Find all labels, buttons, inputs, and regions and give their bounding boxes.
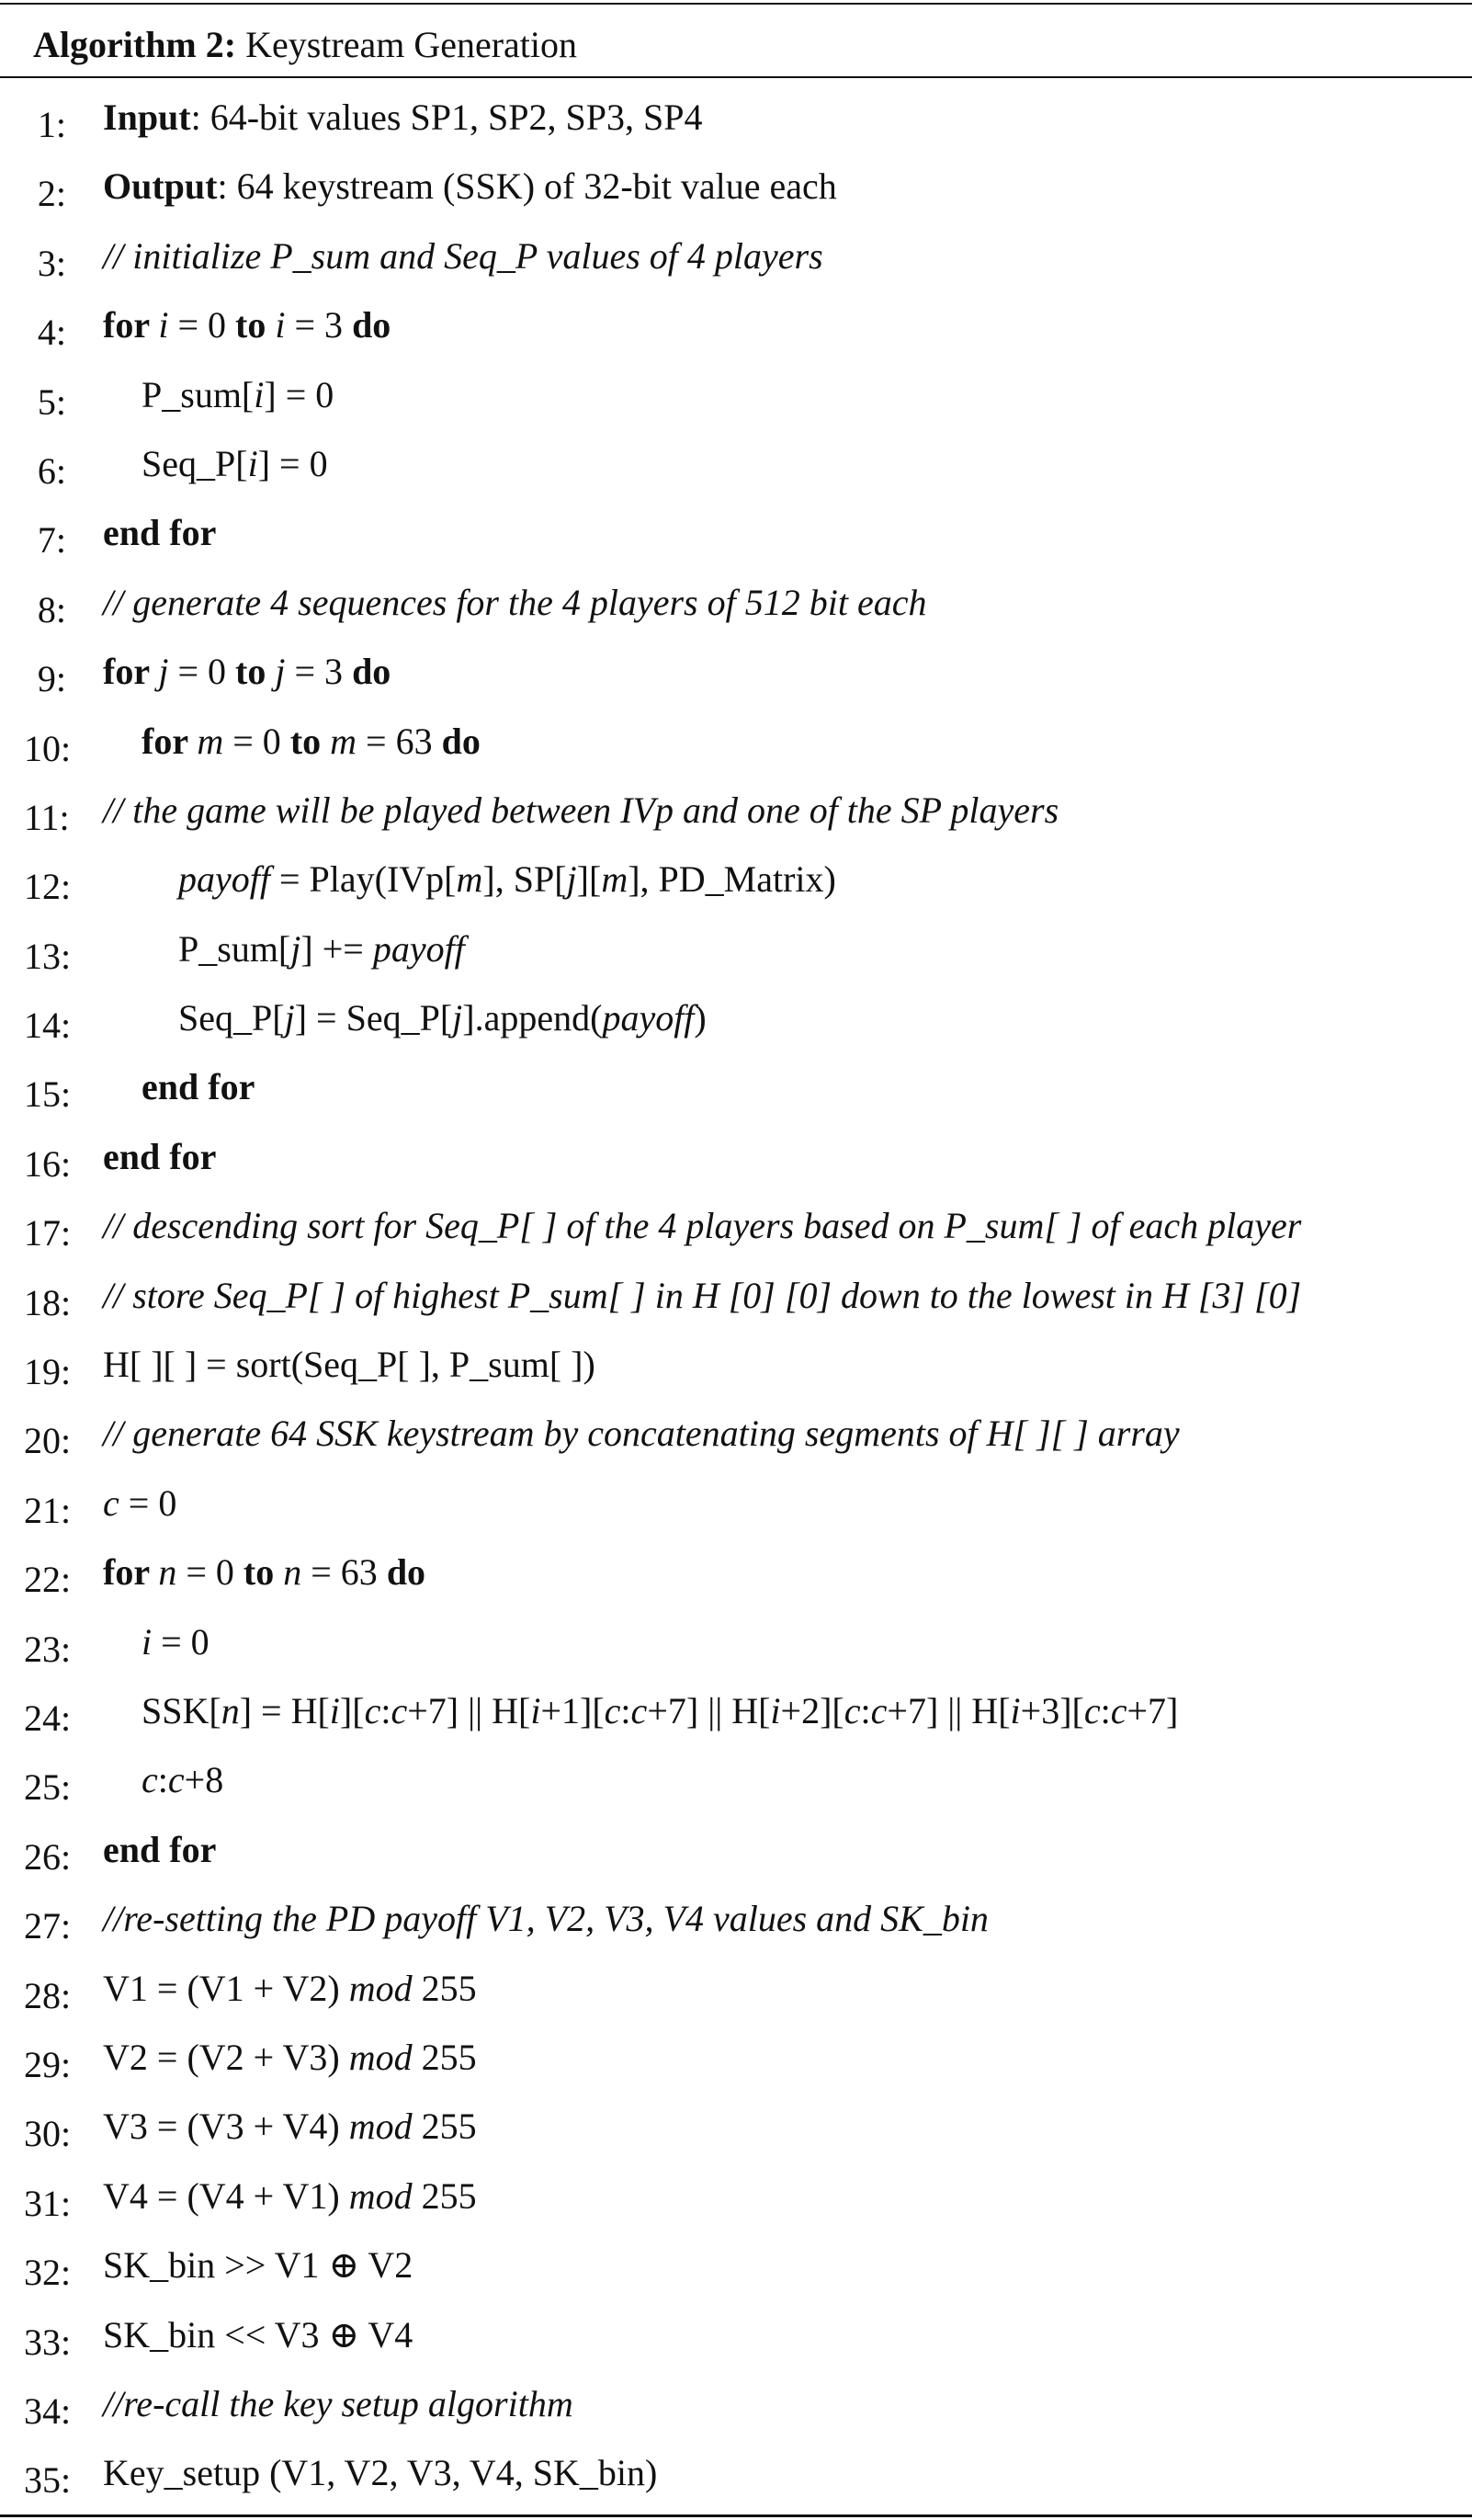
code-text bbox=[142, 1676, 1178, 1745]
line-number: 25: bbox=[24, 1766, 72, 1809]
line-number: 14: bbox=[24, 1005, 72, 1047]
code-line bbox=[0, 1745, 1472, 1814]
code-text bbox=[142, 429, 328, 498]
line-number: 24: bbox=[24, 1697, 72, 1739]
italic-token: payoff bbox=[602, 997, 695, 1039]
code-token: = 3 bbox=[285, 304, 353, 346]
code-token: 255 bbox=[412, 2036, 477, 2078]
code-token: = 3 bbox=[285, 651, 353, 693]
algorithm-label: Algorithm 2: bbox=[33, 24, 237, 65]
code-text bbox=[103, 1330, 595, 1399]
code-line bbox=[0, 2023, 1472, 2092]
line-number: 9: bbox=[37, 658, 66, 700]
code-text bbox=[103, 2092, 477, 2161]
keyword: for bbox=[103, 1551, 159, 1594]
line-number: 15: bbox=[24, 1073, 72, 1116]
code-line bbox=[0, 83, 1472, 152]
keyword: to bbox=[243, 1551, 284, 1594]
code-token: P_sum[ bbox=[178, 927, 291, 970]
code-token: V2 = (V2 + V3) bbox=[103, 2036, 349, 2078]
code-line bbox=[0, 1261, 1472, 1330]
code-line bbox=[0, 152, 1472, 221]
italic-token: j bbox=[275, 651, 286, 693]
code-line bbox=[0, 1469, 1472, 1538]
line-number: 7: bbox=[37, 519, 66, 562]
keyword: end for bbox=[103, 512, 217, 554]
code-line bbox=[0, 1538, 1472, 1606]
keyword: do bbox=[441, 720, 481, 762]
italic-token: c bbox=[870, 1689, 888, 1731]
code-token: +2][ bbox=[780, 1689, 844, 1731]
keyword: to bbox=[289, 720, 331, 762]
code-token: V4 = (V4 + V1) bbox=[103, 2174, 349, 2217]
code-line bbox=[0, 914, 1472, 983]
code-token: : bbox=[860, 1689, 871, 1731]
code-token: V1 = (V1 + V2) bbox=[103, 1967, 349, 2009]
code-line bbox=[0, 2438, 1472, 2507]
italic-token: // generate 64 SSK keystream by concatenating segments of H[ ][ ] array bbox=[103, 1413, 1180, 1455]
italic-token: c bbox=[103, 1481, 119, 1524]
algorithm-title bbox=[33, 7, 577, 74]
code-text bbox=[142, 360, 334, 429]
italic-token: n bbox=[283, 1551, 302, 1594]
code-text bbox=[103, 1469, 176, 1538]
italic-token: c bbox=[391, 1689, 408, 1731]
keyword: Input bbox=[103, 96, 191, 138]
code-line bbox=[0, 1884, 1472, 1953]
code-token: ].append( bbox=[462, 997, 603, 1039]
code-text bbox=[103, 1954, 477, 2023]
line-number: 35: bbox=[24, 2459, 72, 2502]
code-token: +7] || H[ bbox=[407, 1689, 531, 1731]
code-token: ][ bbox=[339, 1689, 365, 1731]
line-number: 2: bbox=[37, 173, 66, 215]
keyword: do bbox=[352, 304, 391, 346]
code-token: H[ ][ ] = sort(Seq_P[ ], P_sum[ ]) bbox=[103, 1344, 595, 1386]
header-rule bbox=[0, 76, 1472, 78]
keyword: end for bbox=[142, 1066, 255, 1108]
italic-token: mod bbox=[348, 2106, 413, 2148]
code-token: SK_bin >> V1 ⊕ V2 bbox=[103, 2244, 413, 2287]
code-text bbox=[103, 776, 1059, 845]
code-line bbox=[0, 2300, 1472, 2369]
code-text bbox=[103, 637, 391, 706]
line-number: 30: bbox=[24, 2113, 72, 2155]
code-token: SSK[ bbox=[142, 1689, 221, 1731]
italic-token: // generate 4 sequences for the 4 players of 512 bit each bbox=[103, 581, 927, 623]
code-token: = 0 bbox=[152, 1620, 209, 1663]
code-token: +1][ bbox=[540, 1689, 605, 1731]
keyword: for bbox=[103, 304, 159, 346]
italic-token: //re-setting the PD payoff V1, V2, V3, V4 values and SK_bin bbox=[103, 1898, 989, 1940]
code-text bbox=[103, 2162, 477, 2231]
code-line bbox=[0, 360, 1472, 429]
code-text bbox=[103, 290, 391, 359]
line-number: 17: bbox=[24, 1212, 72, 1254]
line-number: 20: bbox=[24, 1420, 72, 1462]
code-text bbox=[103, 1399, 1180, 1468]
line-number: 31: bbox=[24, 2182, 72, 2224]
italic-token: i bbox=[247, 442, 258, 484]
keyword: to bbox=[235, 651, 276, 693]
algorithm-name: Keystream Generation bbox=[245, 24, 578, 65]
code-text bbox=[103, 2231, 413, 2299]
keyword: end for bbox=[103, 1828, 217, 1870]
code-text bbox=[103, 1122, 216, 1191]
keyword: for bbox=[103, 651, 159, 693]
line-number: 33: bbox=[24, 2321, 72, 2363]
code-line bbox=[0, 2162, 1472, 2231]
code-token: ], PD_Matrix) bbox=[628, 858, 836, 901]
italic-token: //re-call the key setup algorithm bbox=[103, 2382, 573, 2424]
italic-token: i bbox=[530, 1689, 541, 1731]
italic-token: mod bbox=[348, 2036, 413, 2078]
code-token: : bbox=[380, 1689, 391, 1731]
keyword: to bbox=[235, 304, 276, 346]
code-text bbox=[142, 1745, 223, 1814]
code-line bbox=[0, 2369, 1472, 2438]
italic-token: mod bbox=[348, 1967, 413, 2009]
line-number: 13: bbox=[24, 935, 72, 977]
line-number: 16: bbox=[24, 1142, 72, 1185]
code-text bbox=[103, 1261, 1301, 1330]
code-token: : bbox=[157, 1759, 168, 1801]
italic-token: // the game will be played between IVp and one of the SP players bbox=[103, 789, 1059, 831]
code-token: 255 bbox=[412, 2174, 477, 2217]
code-text bbox=[103, 152, 837, 221]
code-token: = 0 bbox=[223, 720, 290, 762]
italic-token: m bbox=[197, 720, 224, 762]
italic-token: m bbox=[330, 720, 357, 762]
code-line bbox=[0, 1052, 1472, 1121]
code-token: Seq_P[ bbox=[142, 442, 248, 484]
italic-token: i bbox=[329, 1689, 340, 1731]
line-number: 34: bbox=[24, 2389, 72, 2432]
keyword: end for bbox=[103, 1135, 217, 1177]
code-token: P_sum[ bbox=[142, 373, 255, 415]
code-token: : bbox=[620, 1689, 631, 1731]
code-line bbox=[0, 1676, 1472, 1745]
code-line bbox=[0, 983, 1472, 1052]
line-number: 12: bbox=[24, 866, 72, 908]
code-token: ) bbox=[694, 997, 707, 1039]
line-number: 28: bbox=[24, 1974, 72, 2016]
keyword: for bbox=[142, 720, 198, 762]
top-rule bbox=[0, 3, 1472, 5]
line-number: 18: bbox=[24, 1281, 72, 1323]
line-number: 10: bbox=[24, 727, 72, 769]
code-line bbox=[0, 1399, 1472, 1468]
code-token: 255 bbox=[412, 2106, 477, 2148]
italic-token: j bbox=[158, 651, 169, 693]
line-number: 19: bbox=[24, 1351, 72, 1393]
italic-token: i bbox=[1010, 1689, 1021, 1731]
code-token: 255 bbox=[412, 1967, 477, 2009]
code-text bbox=[142, 707, 481, 776]
italic-token: m bbox=[601, 858, 628, 901]
code-text bbox=[103, 221, 823, 290]
line-number: 5: bbox=[37, 380, 66, 423]
keyword: do bbox=[386, 1551, 426, 1594]
code-token: ] += bbox=[300, 927, 373, 970]
code-line bbox=[0, 568, 1472, 637]
code-text bbox=[103, 2369, 573, 2438]
code-token: +3][ bbox=[1020, 1689, 1084, 1731]
code-text bbox=[103, 1191, 1301, 1260]
italic-token: c bbox=[1110, 1689, 1127, 1731]
code-token: = 0 bbox=[168, 651, 236, 693]
italic-token: c bbox=[167, 1759, 185, 1801]
code-line bbox=[0, 2231, 1472, 2299]
code-token: = Play(IVp[ bbox=[269, 858, 457, 901]
code-text bbox=[103, 2438, 657, 2507]
line-number: 21: bbox=[24, 1489, 72, 1531]
bottom-rule bbox=[0, 2514, 1472, 2517]
code-line bbox=[0, 1954, 1472, 2023]
code-text bbox=[103, 568, 926, 637]
code-text bbox=[103, 2300, 413, 2369]
code-line bbox=[0, 2092, 1472, 2161]
code-line bbox=[0, 1191, 1472, 1260]
code-text bbox=[142, 1052, 255, 1121]
code-line bbox=[0, 707, 1472, 776]
code-line bbox=[0, 1607, 1472, 1676]
italic-token: m bbox=[456, 858, 483, 901]
code-text bbox=[178, 845, 836, 914]
code-token: ][ bbox=[576, 858, 602, 901]
code-token: = 0 bbox=[176, 1551, 243, 1594]
code-token: : 64 keystream (SSK) of 32-bit value each bbox=[217, 165, 837, 208]
italic-token: i bbox=[254, 373, 265, 415]
line-number: 6: bbox=[37, 449, 66, 492]
code-token: = 63 bbox=[357, 720, 442, 762]
code-token: ] = 0 bbox=[264, 373, 334, 415]
code-token: : bbox=[1100, 1689, 1111, 1731]
line-number: 23: bbox=[24, 1628, 72, 1670]
code-text bbox=[103, 1815, 216, 1884]
code-text bbox=[178, 983, 707, 1052]
line-number: 1: bbox=[37, 104, 66, 145]
code-token: ] = H[ bbox=[239, 1689, 330, 1731]
code-token: V3 = (V3 + V4) bbox=[103, 2106, 349, 2148]
code-token: +7] bbox=[1127, 1689, 1179, 1731]
code-token: ], SP[ bbox=[482, 858, 567, 901]
code-line bbox=[0, 498, 1472, 567]
italic-token: // descending sort for Seq_P[ ] of the 4 players based on P_sum[ ] of each player bbox=[103, 1205, 1302, 1247]
line-number: 22: bbox=[24, 1559, 72, 1601]
italic-token: payoff bbox=[372, 927, 465, 970]
italic-token: j bbox=[452, 997, 463, 1039]
code-line bbox=[0, 290, 1472, 359]
line-number: 27: bbox=[24, 1905, 72, 1947]
line-number: 32: bbox=[24, 2252, 72, 2294]
code-line bbox=[0, 1122, 1472, 1191]
italic-token: c bbox=[364, 1689, 381, 1731]
code-text bbox=[103, 1884, 989, 1953]
italic-token: i bbox=[770, 1689, 781, 1731]
code-token: SK_bin << V3 ⊕ V4 bbox=[103, 2313, 413, 2355]
italic-token: // store Seq_P[ ] of highest P_sum[ ] in H [0] [0] down to the lowest in H [3] [0] bbox=[103, 1274, 1302, 1316]
code-line bbox=[0, 637, 1472, 706]
line-number: 11: bbox=[24, 796, 70, 838]
code-token: = 0 bbox=[168, 304, 236, 346]
code-line bbox=[0, 845, 1472, 914]
italic-token: i bbox=[158, 304, 169, 346]
code-text bbox=[103, 83, 702, 152]
italic-token: c bbox=[142, 1759, 158, 1801]
code-text bbox=[142, 1607, 209, 1676]
code-text bbox=[103, 2023, 477, 2092]
line-number: 29: bbox=[24, 2043, 72, 2085]
italic-token: n bbox=[221, 1689, 240, 1731]
code-line bbox=[0, 429, 1472, 498]
code-line bbox=[0, 1815, 1472, 1884]
code-text bbox=[103, 1538, 425, 1606]
code-text bbox=[103, 498, 216, 567]
code-token: Seq_P[ bbox=[178, 997, 285, 1039]
code-token: : 64-bit values SP1, SP2, SP3, SP4 bbox=[190, 96, 703, 138]
code-token: Key_setup (V1, V2, V3, V4, SK_bin) bbox=[103, 2452, 658, 2494]
italic-token: j bbox=[284, 997, 295, 1039]
italic-token: // initialize P_sum and Seq_P values of 4 players bbox=[103, 234, 823, 277]
code-token: +7] || H[ bbox=[647, 1689, 771, 1731]
italic-token: j bbox=[566, 858, 577, 901]
code-text bbox=[178, 914, 465, 983]
code-token: +8 bbox=[184, 1759, 224, 1801]
italic-token: mod bbox=[348, 2174, 413, 2217]
keyword: Output bbox=[103, 165, 218, 208]
italic-token: c bbox=[1083, 1689, 1101, 1731]
line-number: 3: bbox=[37, 242, 66, 284]
line-number: 4: bbox=[37, 312, 66, 354]
code-line bbox=[0, 1330, 1472, 1399]
italic-token: payoff bbox=[178, 858, 270, 901]
italic-token: i bbox=[142, 1620, 153, 1663]
italic-token: n bbox=[158, 1551, 177, 1594]
code-token: = 63 bbox=[301, 1551, 387, 1594]
code-line bbox=[0, 221, 1472, 290]
keyword: do bbox=[352, 651, 391, 693]
code-token: ] = 0 bbox=[257, 442, 328, 484]
code-token: = 0 bbox=[119, 1481, 177, 1524]
line-number: 26: bbox=[24, 1835, 72, 1878]
italic-token: c bbox=[844, 1689, 861, 1731]
italic-token: i bbox=[275, 304, 286, 346]
code-line bbox=[0, 776, 1472, 845]
line-number: 8: bbox=[37, 588, 66, 630]
italic-token: c bbox=[604, 1689, 621, 1731]
code-token: ] = Seq_P[ bbox=[294, 997, 453, 1039]
code-token: +7] || H[ bbox=[887, 1689, 1011, 1731]
italic-token: c bbox=[630, 1689, 648, 1731]
italic-token: j bbox=[290, 927, 301, 970]
code-lines bbox=[0, 83, 1472, 2508]
